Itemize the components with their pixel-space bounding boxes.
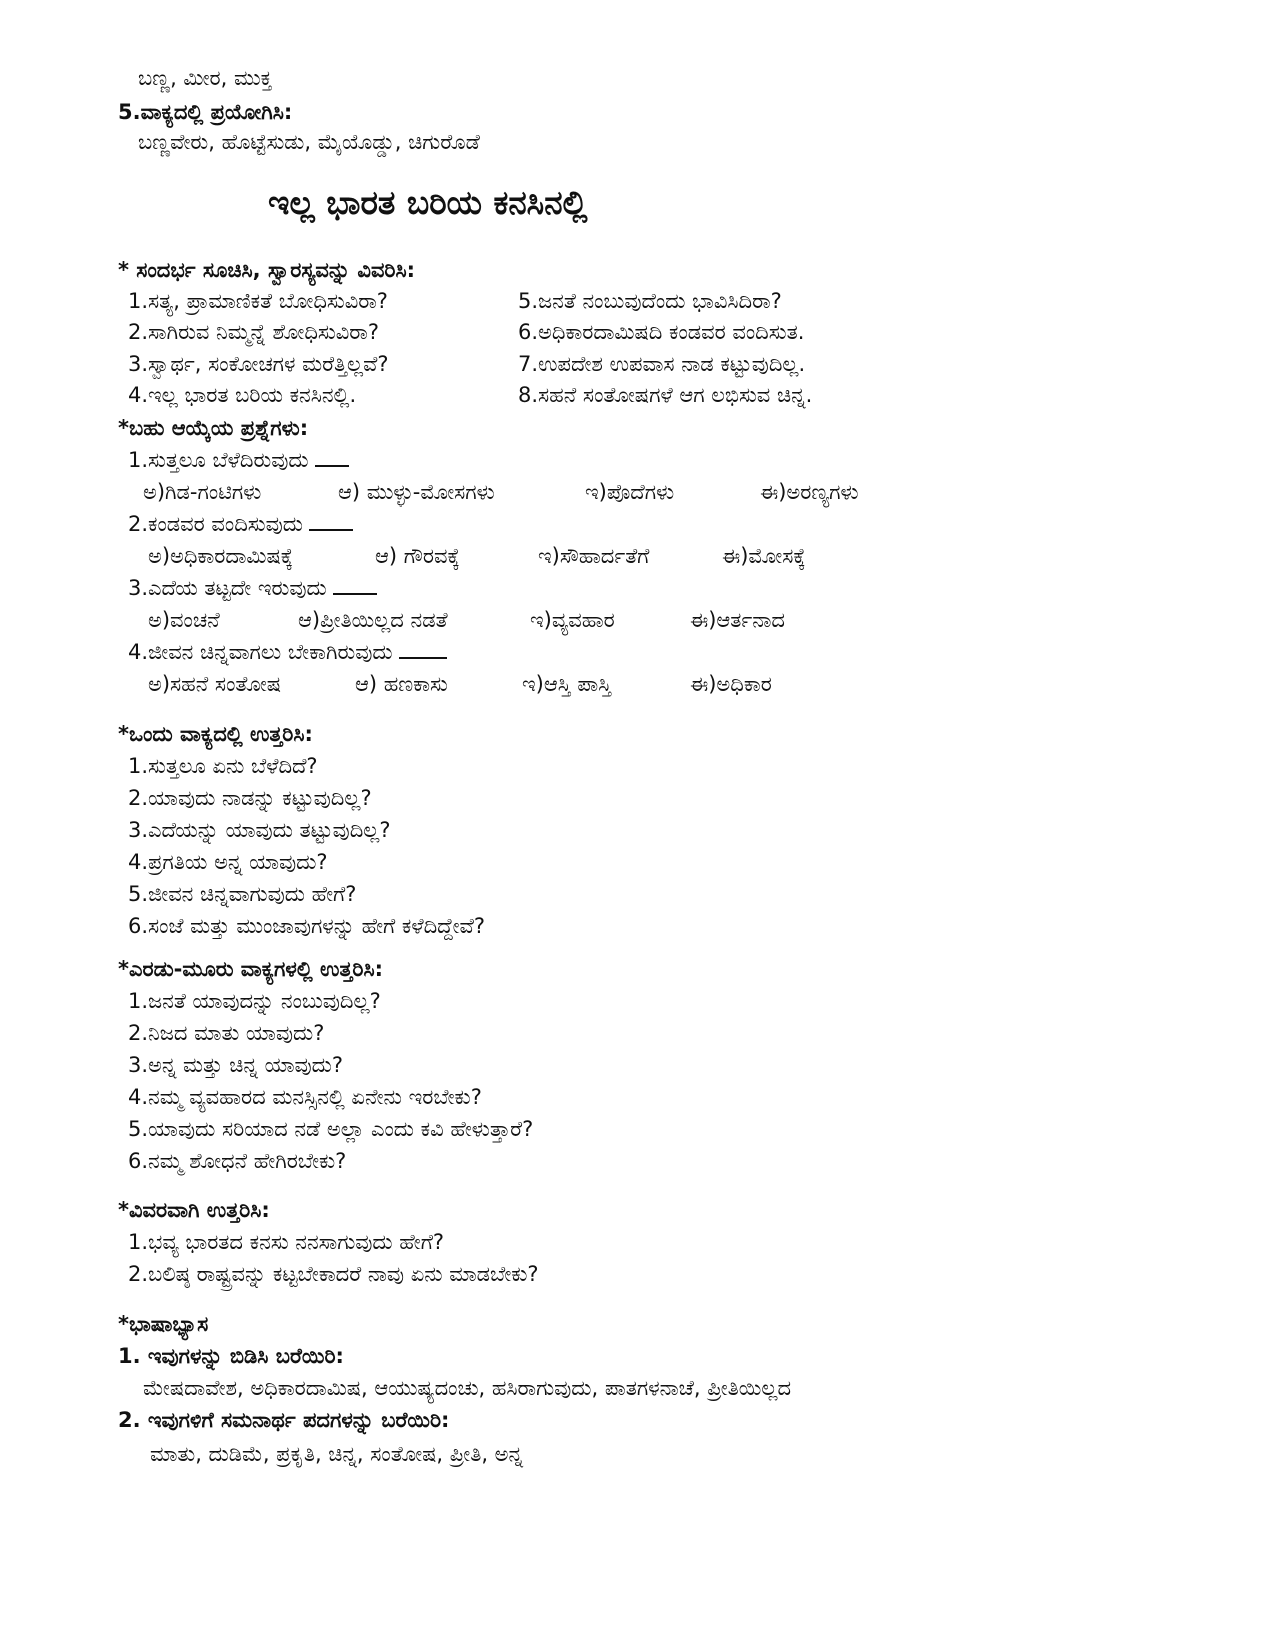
mcq-option: ಈ)ಅಧಿಕಾರ <box>690 672 772 696</box>
mcq-question: 1.ಸುತ್ತಲೂ ಬೆಳೆದಿರುವುದು <box>128 446 349 474</box>
question-item: 2.ಯಾವುದು ನಾಡನ್ನು ಕಟ್ಟುವುದಿಲ್ಲ? <box>128 786 372 810</box>
context-item: 5.ಜನತೆ ನಂಬುವುದೆಂದು ಭಾವಿಸಿದಿರಾ? <box>518 289 782 313</box>
answer-blank <box>309 529 353 531</box>
mcq-option: ಅ)ಗಿಡ-ಗಂಟಿಗಳು <box>143 480 262 504</box>
words-line: ಬಣ್ಣ, ಮೀರ, ಮುಕ್ತ <box>138 66 272 90</box>
answer-blank <box>333 593 377 595</box>
question-item: 2.ನಿಜದ ಮಾತು ಯಾವುದು? <box>128 1021 325 1045</box>
page-title: ಇಲ್ಲ ಭಾರತ ಬರಿಯ ಕನಸಿನಲ್ಲಿ <box>268 183 588 222</box>
question-item: 2.ಬಲಿಷ್ಠ ರಾಷ್ಟ್ರವನ್ನು ಕಟ್ಟಬೇಕಾದರೆ ನಾವು ಏನು ಮಾಡಬೇಕು? <box>128 1262 539 1286</box>
language-heading: *ಭಾಷಾಭ್ಯಾಸ <box>118 1312 209 1336</box>
context-item: 2.ಸಾಗಿರುವ ನಿಮ್ಮನ್ನೆ ಶೋಧಿಸುವಿರಾ? <box>128 320 379 344</box>
context-item: 6.ಅಧಿಕಾರದಾಮಿಷದಿ ಕಂಡವರ ವಂದಿಸುತ. <box>518 320 805 344</box>
language-q2-heading: 2. ಇವುಗಳಿಗೆ ಸಮನಾರ್ಥ ಪದಗಳನ್ನು ಬರೆಯಿರಿ: <box>118 1408 450 1432</box>
mcq-option: ಆ)ಪ್ರೀತಿಯಿಲ್ಲದ ನಡತೆ <box>298 608 448 632</box>
context-heading: * ಸಂದರ್ಭ ಸೂಚಿಸಿ, ಸ್ವಾರಸ್ಯವನ್ನು ವಿವರಿಸಿ: <box>118 258 416 282</box>
question-item: 5.ಜೀವನ ಚಿನ್ನವಾಗುವುದು ಹೇಗೆ? <box>128 882 357 906</box>
mcq-question: 4.ಜೀವನ ಚಿನ್ನವಾಗಲು ಬೇಕಾಗಿರುವುದು <box>128 638 447 666</box>
mcq-option: ಆ) ಹಣಕಾಸು <box>355 672 448 696</box>
context-item: 3.ಸ್ವಾರ್ಥ, ಸಂಕೋಚಗಳ ಮರೆತ್ತಿಲ್ಲವೆ? <box>128 352 389 376</box>
q5-heading: 5.ವಾಕ್ಯದಲ್ಲಿ ಪ್ರಯೋಗಿಸಿ: <box>118 100 293 124</box>
q5-words: ಬಣ್ಣವೇರು, ಹೊಟ್ಟೆಸುಡು, ಮೈಯೊಡ್ಡು, ಚಿಗುರೊಡೆ <box>138 130 480 154</box>
question-item: 3.ಅನ್ನ ಮತ್ತು ಚಿನ್ನ ಯಾವುದು? <box>128 1053 344 1077</box>
mcq-option: ಇ)ವ್ಯವಹಾರ <box>530 608 615 632</box>
two-three-heading: *ಎರಡು-ಮೂರು ವಾಕ್ಯಗಳಲ್ಲಿ ಉತ್ತರಿಸಿ: <box>118 957 384 981</box>
mcq-option: ಆ) ಮುಳ್ಳು-ಮೋಸಗಳು <box>338 480 495 504</box>
question-item: 5.ಯಾವುದು ಸರಿಯಾದ ನಡೆ ಅಲ್ಲಾ ಎಂದು ಕವಿ ಹೇಳುತ್ತಾರೆ? <box>128 1117 534 1141</box>
one-sentence-heading: *ಒಂದು ವಾಕ್ಯದಲ್ಲಿ ಉತ್ತರಿಸಿ: <box>118 722 313 746</box>
mcq-option: ಆ) ಗೌರವಕ್ಕೆ <box>375 544 460 568</box>
mcq-option: ಅ)ಸಹನೆ ಸಂತೋಷ <box>148 672 282 696</box>
answer-blank <box>399 657 447 659</box>
language-q1-heading: 1. ಇವುಗಳನ್ನು ಬಿಡಿಸಿ ಬರೆಯಿರಿ: <box>118 1344 344 1368</box>
context-item: 4.ಇಲ್ಲ ಭಾರತ ಬರಿಯ ಕನಸಿನಲ್ಲಿ. <box>128 383 357 407</box>
mcq-option: ಈ)ಮೋಸಕ್ಕೆ <box>722 544 806 568</box>
language-q2-words: ಮಾತು, ದುಡಿಮೆ, ಪ್ರಕೃತಿ, ಚಿನ್ನ, ಸಂತೋಷ, ಪ್ರೀತಿ, ಅನ್ನ <box>150 1442 524 1466</box>
question-item: 1.ಭವ್ಯ ಭಾರತದ ಕನಸು ನನಸಾಗುವುದು ಹೇಗೆ? <box>128 1230 445 1254</box>
question-item: 6.ಸಂಜೆ ಮತ್ತು ಮುಂಜಾವುಗಳನ್ನು ಹೇಗೆ ಕಳೆದಿದ್ದೇವೆ? <box>128 914 485 938</box>
mcq-option: ಈ)ಆರ್ತನಾದ <box>690 608 785 632</box>
mcq-question: 2.ಕಂಡವರ ವಂದಿಸುವುದು <box>128 510 353 538</box>
question-item: 3.ಎದೆಯನ್ನು ಯಾವುದು ತಟ್ಟುವುದಿಲ್ಲ? <box>128 818 391 842</box>
question-item: 6.ನಮ್ಮ ಶೋಧನೆ ಹೇಗಿರಬೇಕು? <box>128 1149 347 1173</box>
context-item: 8.ಸಹನೆ ಸಂತೋಷಗಳೆ ಆಗ ಲಭಿಸುವ ಚಿನ್ನ. <box>518 383 813 407</box>
context-item: 1.ಸತ್ಯ, ಪ್ರಾಮಾಣಿಕತೆ ಬೋಧಿಸುವಿರಾ? <box>128 289 388 313</box>
mcq-question: 3.ಎದೆಯ ತಟ್ಟದೇ ಇರುವುದು <box>128 574 377 602</box>
question-item: 1.ಜನತೆ ಯಾವುದನ್ನು ನಂಬುವುದಿಲ್ಲ? <box>128 989 381 1013</box>
question-item: 4.ಪ್ರಗತಿಯ ಅನ್ನ ಯಾವುದು? <box>128 850 328 874</box>
mcq-option: ಇ)ಪೊದೆಗಳು <box>585 480 675 504</box>
mcq-option: ಈ)ಅರಣ್ಯಗಳು <box>760 480 859 504</box>
mcq-option: ಅ)ವಂಚನೆ <box>148 608 220 632</box>
language-q1-words: ಮೇಷದಾವೇಶ, ಅಧಿಕಾರದಾಮಿಷ, ಆಯುಷ್ಯದಂಚು, ಹಸಿರಾಗುವುದು, ಪಾತಗಳನಾಚೆ, ಪ್ರೀತಿಯಿಲ್ಲದ <box>143 1376 792 1400</box>
answer-blank <box>315 465 349 467</box>
question-item: 1.ಸುತ್ತಲೂ ಏನು ಬೆಳೆದಿದೆ? <box>128 754 318 778</box>
mcq-heading: *ಬಹು ಆಯ್ಕೆಯ ಪ್ರಶ್ನೆಗಳು: <box>118 416 309 440</box>
mcq-option: ಇ)ಆಸ್ತಿ ಪಾಸ್ತಿ <box>522 672 612 696</box>
mcq-option: ಅ)ಅಧಿಕಾರದಾಮಿಷಕ್ಕೆ <box>148 544 294 568</box>
context-item: 7.ಉಪದೇಶ ಉಪವಾಸ ನಾಡ ಕಟ್ಟುವುದಿಲ್ಲ. <box>518 352 806 376</box>
detailed-heading: *ವಿವರವಾಗಿ ಉತ್ತರಿಸಿ: <box>118 1198 270 1222</box>
mcq-option: ಇ)ಸೌಹಾರ್ದತೆಗೆ <box>538 544 650 568</box>
question-item: 4.ನಮ್ಮ ವ್ಯವಹಾರದ ಮನಸ್ಸಿನಲ್ಲಿ ಏನೇನು ಇರಬೇಕು? <box>128 1085 482 1109</box>
